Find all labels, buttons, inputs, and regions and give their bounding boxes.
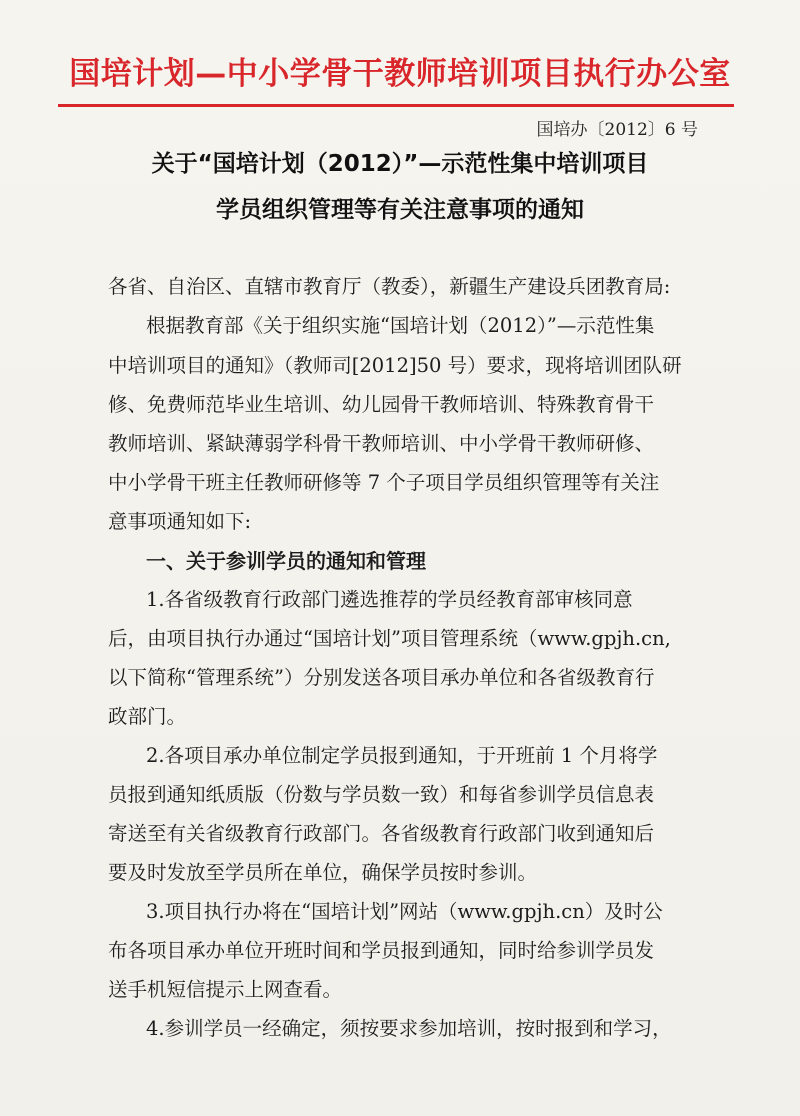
notice-title-line-1: 关于“国培计划（2012）”—示范性集中培训项目	[151, 151, 649, 177]
salutation: 各省、自治区、直辖市教育厅（教委），新疆生产建设兵团教育局:	[108, 275, 671, 298]
body-line: 以下简称“管理系统”）分别发送各项目承办单位和各省级教育行	[108, 666, 655, 689]
body-line: 根据教育部《关于组织实施“国培计划（2012）”—示范性集	[146, 314, 655, 337]
body-line: 3.项目执行办将在“国培计划”网站（www.gpjh.cn）及时公	[146, 900, 663, 923]
section-heading-1: 一、关于参训学员的通知和管理	[146, 549, 426, 573]
notice-title-line-2: 学员组织管理等有关注意事项的通知	[216, 197, 584, 223]
body-line: 中培训项目的通知》（教师司[2012]50 号）要求，现将培训团队研	[108, 354, 682, 377]
body-line: 布各项目承办单位开班时间和学员报到通知，同时给参训学员发	[108, 939, 655, 962]
body-line: 要及时发放至学员所在单位，确保学员按时参训。	[108, 861, 538, 884]
body-line: 1.各省级教育行政部门遴选推荐的学员经教育部审核同意	[146, 588, 633, 611]
body-line: 教师培训、紧缺薄弱学科骨干教师培训、中小学骨干教师研修、	[108, 432, 655, 455]
body-line: 4.参训学员一经确定，须按要求参加培训，按时报到和学习，	[146, 1017, 672, 1040]
body-line: 中小学骨干班主任教师研修等 7 个子项目学员组织管理等有关注	[108, 471, 660, 494]
body-line: 寄送至有关省级教育行政部门。各省级教育行政部门收到通知后	[108, 822, 655, 845]
body-line: 2.各项目承办单位制定学员报到通知，于开班前 1 个月将学	[146, 744, 658, 767]
letterhead-divider	[58, 104, 734, 107]
body-line: 修、免费师范毕业生培训、幼儿园骨干教师培训、特殊教育骨干	[108, 393, 655, 416]
body-line: 意事项通知如下:	[108, 510, 252, 533]
letterhead-title: 国培计划—中小学骨干教师培训项目执行办公室	[69, 56, 731, 92]
body-line: 送手机短信提示上网查看。	[108, 978, 343, 1001]
document-number: 国培办〔2012〕6 号	[536, 120, 698, 140]
body-line: 政部门。	[108, 705, 187, 728]
body-line: 后，由项目执行办通过“国培计划”项目管理系统（www.gpjh.cn,	[108, 627, 671, 650]
body-line: 员报到通知纸质版（份数与学员数一致）和每省参训学员信息表	[108, 783, 655, 806]
